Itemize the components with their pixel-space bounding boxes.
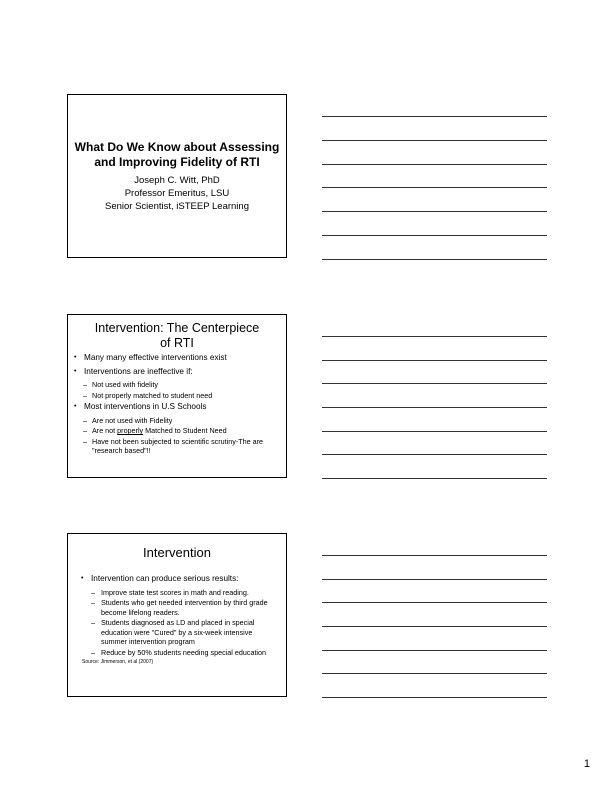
slide-2-title-line-1: Intervention: The Centerpiece [94, 321, 260, 335]
sub-bullet-item: – Have not been subjected to scientific scrutiny-The are "research based"!! [73, 437, 282, 456]
bullet-item: • Intervention can produce serious results: [80, 574, 280, 585]
slide-2-body [73, 353, 282, 458]
note-line [322, 431, 547, 432]
slide-3 [67, 533, 287, 697]
sub-bullet-item: – Are not used with Fidelity [73, 416, 282, 426]
slide-1-position: Professor Emeritus, LSU [124, 188, 230, 199]
slide-1-title: What Do We Know about Assessing and Improving Fidelity of RTI [74, 140, 280, 169]
sub-bullet-text-part: Are not [92, 426, 118, 435]
bullet-item: • Most interventions in U.S Schools [73, 402, 282, 413]
page-number: 1 [583, 758, 590, 770]
slide-1 [67, 94, 287, 258]
slide-1-affiliation: Senior Scientist, iSTEEP Learning [105, 201, 249, 212]
sub-bullet-item: – Students who get needed intervention by third grade become lifelong readers. [80, 598, 280, 617]
note-line [322, 116, 547, 117]
sub-bullet-emphasis: properly [117, 426, 144, 435]
slide-2-title [68, 321, 286, 351]
slide-3-body [80, 574, 280, 666]
note-line [322, 235, 547, 236]
note-line [322, 650, 547, 651]
sub-bullet-item: – Not properly matched to student need [73, 391, 282, 401]
note-line [322, 579, 547, 580]
note-line [322, 454, 547, 455]
sub-bullet-item: – Students diagnosed as LD and placed in special education were "Cured" by a six-week intensive summer intervention program [80, 618, 280, 647]
note-line [322, 383, 547, 384]
note-line [322, 336, 547, 337]
note-line [322, 211, 547, 212]
sub-bullet-item: – Not used with fidelity [73, 380, 282, 390]
note-line [322, 602, 547, 603]
slide-1-author: Joseph C. Witt, PhD [134, 175, 220, 186]
source-citation: Source: Jimmerson, et al (2007) [82, 659, 154, 665]
note-line [322, 626, 547, 627]
slide-3-title: Intervention [143, 545, 211, 560]
note-line [322, 259, 547, 260]
bullet-item: • Interventions are ineffective if: [73, 367, 282, 378]
bullet-item: • Many many effective interventions exist [73, 353, 282, 364]
sub-bullet-item: – Improve state test scores in math and reading. [80, 588, 280, 598]
note-line [322, 407, 547, 408]
sub-bullet-text-part: Matched to Student Need [143, 426, 227, 435]
note-line [322, 164, 547, 165]
slide-2-title-line-2: of RTI [160, 336, 194, 350]
sub-bullet-item: – Reduce by 50% students needing special education [80, 648, 280, 658]
note-line [322, 140, 547, 141]
slide-2 [67, 314, 287, 478]
note-line [322, 555, 547, 556]
note-line [322, 360, 547, 361]
sub-bullet-item [73, 426, 282, 436]
note-line [322, 697, 547, 698]
note-line [322, 673, 547, 674]
note-line [322, 478, 547, 479]
note-line [322, 187, 547, 188]
